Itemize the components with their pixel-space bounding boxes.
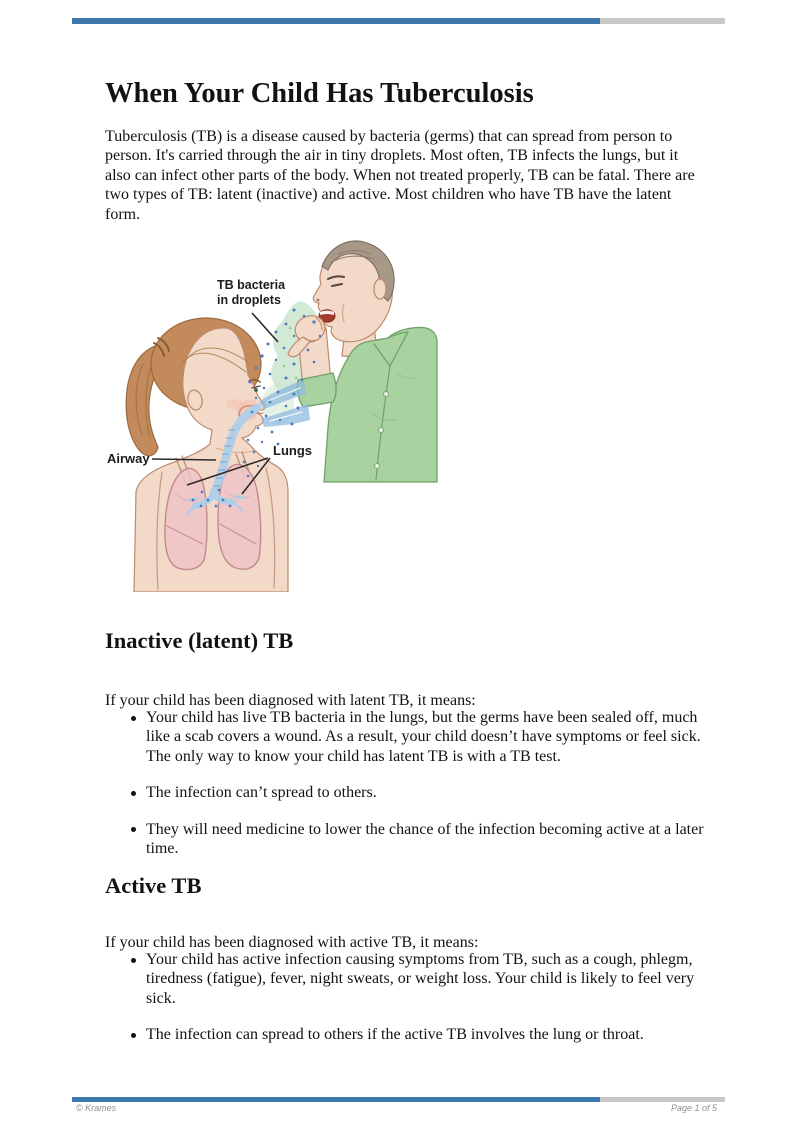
figure-label-airway: Airway bbox=[107, 451, 150, 466]
tb-transmission-illustration bbox=[98, 232, 438, 592]
header-rule-blue bbox=[72, 18, 600, 24]
list-item: The infection can spread to others if the active TB involves the lung or throat. bbox=[105, 1025, 705, 1044]
footer bbox=[72, 1103, 725, 1113]
header-rule-gray bbox=[600, 18, 725, 24]
section-lead-active-tb: If your child has been diagnosed with active TB, it means: bbox=[105, 934, 479, 951]
section-heading-inactive-tb: Inactive (latent) TB bbox=[105, 628, 294, 653]
child-figure bbox=[126, 318, 288, 592]
section-heading-active-tb: Active TB bbox=[105, 873, 202, 898]
list-item: Your child has live TB bacteria in the lungs, but the germs have been sealed off, much like a scab covers a wound. As a result, your child doesn’t have symptoms or feel sick. The only way to know your child has latent TB is with a TB test. bbox=[105, 708, 705, 766]
figure-label-tb-bacteria-line2: in droplets bbox=[217, 293, 281, 307]
bullet-list-inactive-tb bbox=[105, 708, 705, 875]
figure-label-tb-bacteria-line1: TB bacteria bbox=[217, 278, 286, 292]
footer-rule-gray bbox=[600, 1097, 725, 1102]
footer-page-number: Page 1 of 5 bbox=[670, 1103, 717, 1113]
figure-label-lungs: Lungs bbox=[273, 443, 312, 458]
footer-copyright: © Krames bbox=[76, 1103, 117, 1113]
adult-figure bbox=[313, 241, 437, 482]
figure-label-tb-bacteria bbox=[217, 278, 285, 308]
page-title: When Your Child Has Tuberculosis bbox=[105, 78, 534, 110]
header-rule bbox=[72, 18, 725, 24]
bullet-list-active-tb bbox=[105, 950, 705, 1062]
list-item: They will need medicine to lower the chance of the infection becoming active at a later time. bbox=[105, 820, 705, 859]
list-item: Your child has active infection causing symptoms from TB, such as a cough, phlegm, tiredness (fatigue), fever, night sweats, or weight loss. Your child is likely to feel very sick. bbox=[105, 950, 705, 1008]
list-item: The infection can’t spread to others. bbox=[105, 783, 705, 802]
section-lead-inactive-tb: If your child has been diagnosed with latent TB, it means: bbox=[105, 692, 476, 709]
footer-rule bbox=[72, 1097, 725, 1102]
intro-paragraph: Tuberculosis (TB) is a disease caused by bacteria (germs) that can spread from person to person. It's carried through the air in tiny droplets. Most often, TB infects the lungs, but it also can infect other parts of the body. When not treated properly, TB can be fatal. There are two types of TB: latent (inactive) and active. Most children who have TB have the latent form. bbox=[105, 128, 695, 223]
footer-rule-blue bbox=[72, 1097, 600, 1102]
